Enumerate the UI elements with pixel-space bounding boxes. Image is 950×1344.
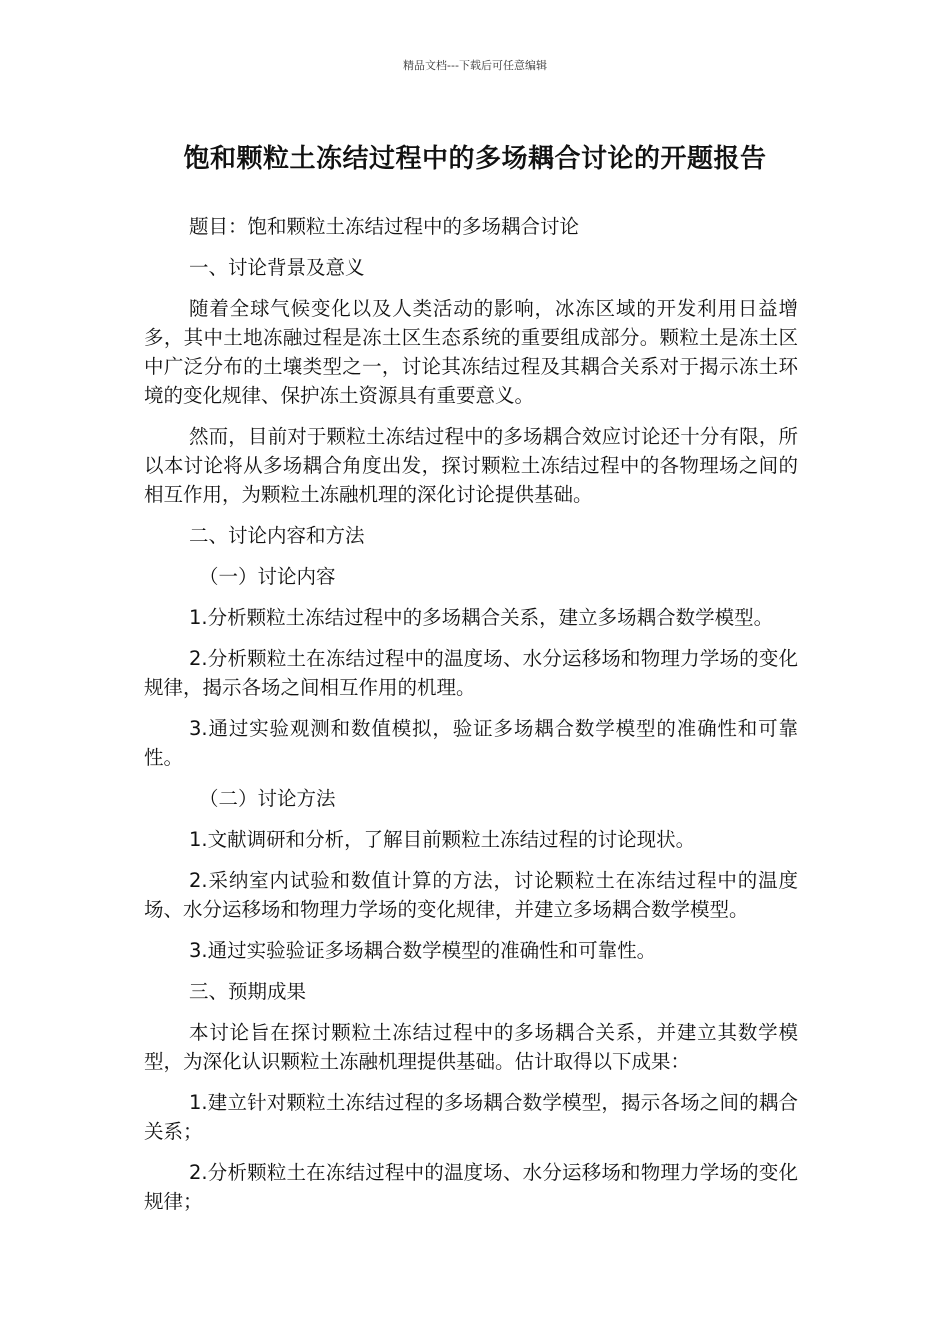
document-title: 饱和颗粒土冻结过程中的多场耦合讨论的开题报告 — [183, 144, 767, 174]
document-body — [144, 212, 798, 1228]
paragraph-results-intro: 本讨论旨在探讨颗粒土冻结过程中的多场耦合关系，并建立其数学模型，为深化认识颗粒土冻融机理提供基础。估计取得以下成果： — [144, 1021, 798, 1073]
list-item-content-1: 1.分析颗粒土冻结过程中的多场耦合关系，建立多场耦合数学模型。 — [189, 606, 774, 629]
page-header: 精品文档---下载后可任意编辑 — [403, 59, 547, 72]
list-item-methods-2: 2.采纳室内试验和数值计算的方法，讨论颗粒土在冻结过程中的温度场、水分运移场和物理力学场的变化规律，并建立多场耦合数学模型。 — [144, 869, 798, 921]
list-item-methods-3: 3.通过实验验证多场耦合数学模型的准确性和可靠性。 — [189, 939, 657, 962]
list-item-results-2: 2.分析颗粒土在冻结过程中的温度场、水分运移场和物理力学场的变化规律； — [144, 1161, 798, 1213]
list-item-content-2: 2.分析颗粒土在冻结过程中的温度场、水分运移场和物理力学场的变化规律，揭示各场之间相互作用的机理。 — [144, 647, 798, 699]
list-item-content-3: 3.通过实验观测和数值模拟，验证多场耦合数学模型的准确性和可靠性。 — [144, 717, 798, 769]
section-heading-background: 一、讨论背景及意义 — [189, 256, 365, 279]
paragraph-topic: 题目：饱和颗粒土冻结过程中的多场耦合讨论 — [189, 215, 580, 238]
section-heading-results: 三、预期成果 — [189, 980, 307, 1003]
paragraph-however: 然而，目前对于颗粒土冻结过程中的多场耦合效应讨论还十分有限，所以本讨论将从多场耦合角度出发，探讨颗粒土冻结过程中的各物理场之间的相互作用，为颗粒土冻融机理的深化讨论提供基础。 — [144, 425, 798, 506]
section-heading-content-methods: 二、讨论内容和方法 — [189, 524, 365, 547]
subheading-content: （一）讨论内容 — [199, 565, 336, 588]
subheading-methods: （二）讨论方法 — [199, 787, 336, 810]
list-item-results-1: 1.建立针对颗粒土冻结过程的多场耦合数学模型，揭示各场之间的耦合关系； — [144, 1091, 798, 1143]
list-item-methods-1: 1.文献调研和分析，了解目前颗粒土冻结过程的讨论现状。 — [189, 828, 696, 851]
paragraph-background: 随着全球气候变化以及人类活动的影响，冰冻区域的开发利用日益增多，其中土地冻融过程是冻土区生态系统的重要组成部分。颗粒土是冻土区中广泛分布的土壤类型之一，讨论其冻结过程及其耦合关系对于揭示冻土环境的变化规律、保护冻土资源具有重要意义。 — [144, 297, 798, 407]
